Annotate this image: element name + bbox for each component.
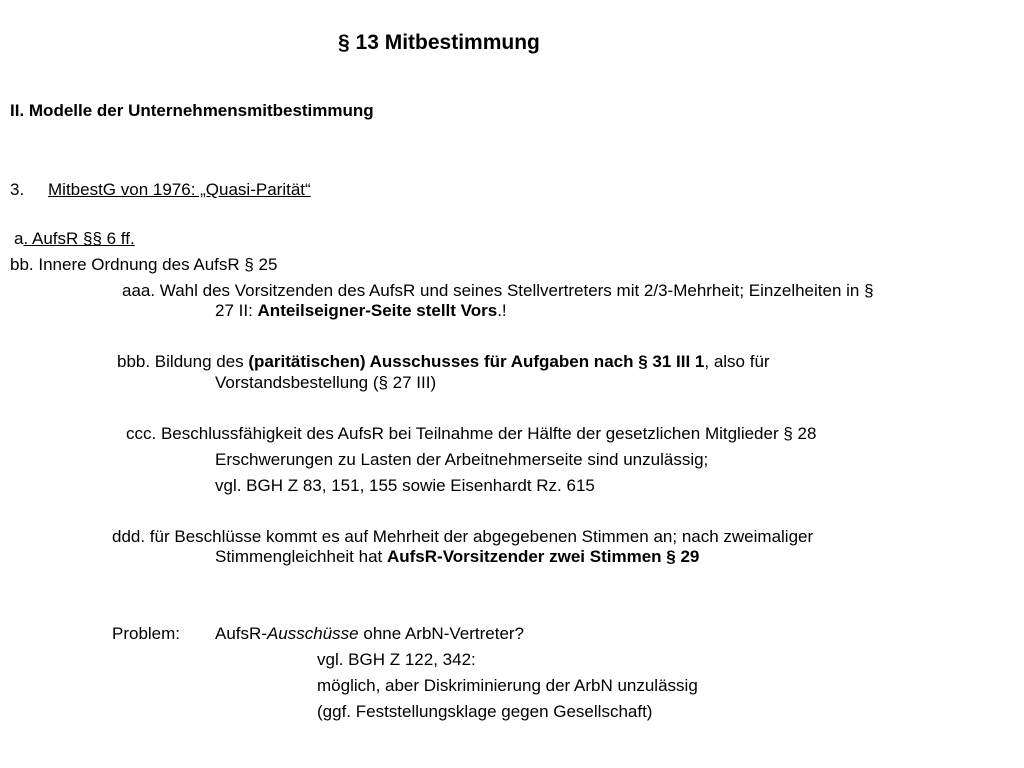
bbb-line-2: Vorstandsbestellung (§ 27 III) — [215, 373, 437, 392]
aaa-line-2-end: .! — [497, 301, 507, 320]
bbb-line-1-end: , also für — [704, 352, 770, 371]
problem-text-plain: AufsR- — [215, 624, 267, 643]
ddd-line-2-plain: Stimmengleichheit hat — [215, 547, 387, 566]
bbb-line-1-plain: bbb. Bildung des — [117, 352, 249, 371]
item-a-label: . AufsR §§ 6 ff. — [23, 229, 135, 248]
problem-reference-3: (ggf. Feststellungsklage gegen Gesellschaft) — [317, 702, 653, 721]
ccc-line-3: vgl. BGH Z 83, 151, 155 sowie Eisenhardt Rz. 615 — [215, 476, 595, 495]
ccc-line-2: Erschwerungen zu Lasten der Arbeitnehmerseite sind unzulässig; — [215, 450, 709, 469]
ddd-line-1: ddd. für Beschlüsse kommt es auf Mehrheit der abgegebenen Stimmen an; nach zweimaliger — [112, 527, 814, 546]
bbb-line-1 — [117, 352, 770, 372]
problem-text-italic: Ausschüsse — [266, 624, 359, 643]
aaa-line-2-plain: 27 II: — [215, 301, 258, 320]
ddd-line-2 — [215, 547, 699, 567]
ddd-line-2-bold: AufsR-Vorsitzender zwei Stimmen § 29 — [386, 547, 700, 566]
item-3-number: 3. — [10, 180, 25, 199]
item-a-prefix: a — [14, 229, 24, 248]
section-heading: II. Modelle der Unternehmensmitbestimmung — [10, 101, 374, 120]
problem-label: Problem: — [112, 624, 181, 643]
aaa-line-2 — [215, 301, 507, 321]
ccc-line-1: ccc. Beschlussfähigkeit des AufsR bei Teilnahme der Hälfte der gesetzlichen Mitglieder § 28 — [126, 424, 817, 443]
problem-text-end: ohne ArbN-Vertreter? — [358, 624, 525, 643]
problem-text — [215, 624, 524, 644]
item-a — [14, 229, 135, 249]
problem-reference-1: vgl. BGH Z 122, 342: — [317, 650, 476, 669]
slide-title: § 13 Mitbestimmung — [338, 31, 540, 54]
problem-reference-2: möglich, aber Diskriminierung der ArbN unzulässig — [317, 676, 698, 695]
item-3-label: MitbestG von 1976: „Quasi-Parität“ — [48, 180, 311, 199]
bbb-line-1-bold: (paritätischen) Ausschusses für Aufgaben nach § 31 III 1 — [248, 352, 705, 371]
aaa-line-2-bold: Anteilseigner-Seite stellt Vors — [257, 301, 498, 320]
aaa-line-1: aaa. Wahl des Vorsitzenden des AufsR und seines Stellvertreters mit 2/3-Mehrheit; Einzelheiten in § — [122, 281, 874, 300]
item-bb: bb. Innere Ordnung des AufsR § 25 — [10, 255, 278, 274]
